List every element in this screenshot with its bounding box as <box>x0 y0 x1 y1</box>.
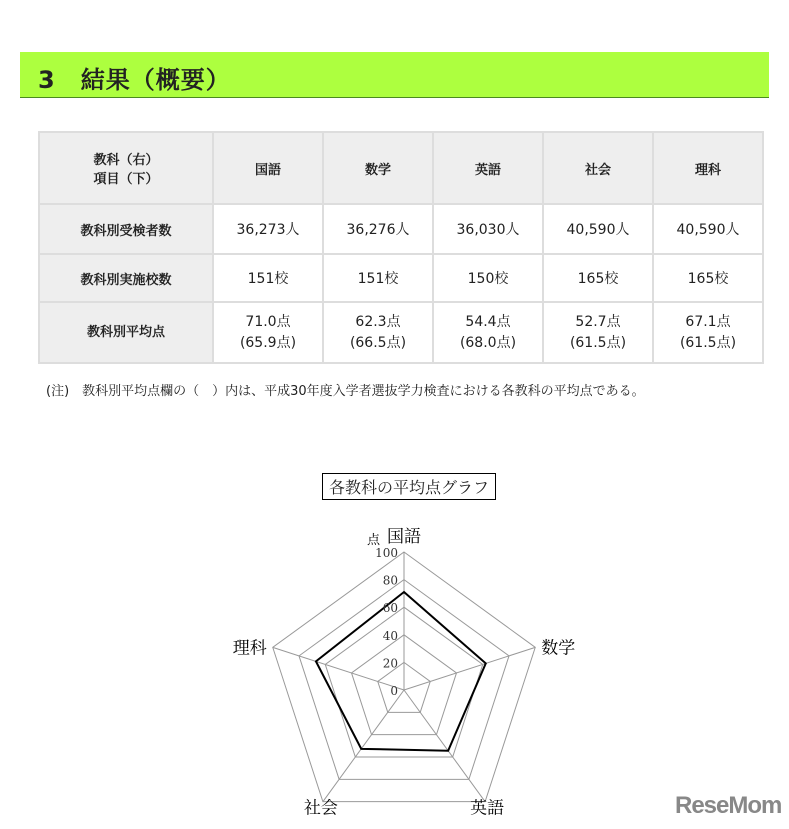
cell: 36,030人 <box>434 205 542 253</box>
category-label: 理科 <box>232 638 267 659</box>
axis-spoke <box>404 647 535 690</box>
category-label: 英語 <box>470 798 505 819</box>
cell: 151校 <box>214 255 322 301</box>
avg: 62.3点 <box>355 313 401 330</box>
tick-label: 60 <box>382 601 398 616</box>
prev-avg: (61.5点) <box>569 334 627 351</box>
row-label: 教科別受検者数 <box>40 205 212 253</box>
watermark: ReseMom <box>675 792 782 819</box>
category-label: 数学 <box>541 638 576 659</box>
prev-avg: (61.5点) <box>679 334 737 351</box>
unit-label: 点 <box>367 533 381 548</box>
axis-spoke <box>404 690 485 802</box>
row-label: 教科別実施校数 <box>40 255 212 301</box>
cell: 40,590人 <box>654 205 762 253</box>
chart-title: 各教科の平均点グラフ <box>322 473 496 500</box>
cell: 36,276人 <box>324 205 432 253</box>
cell: 165校 <box>654 255 762 301</box>
prev-avg: (66.5点) <box>349 334 407 351</box>
avg: 52.7点 <box>575 313 621 330</box>
category-label: 社会 <box>303 798 338 819</box>
section-title: 3 結果（概要） <box>38 66 231 94</box>
subject-header: 英語 <box>434 133 542 203</box>
cell: 40,590人 <box>544 205 652 253</box>
subject-header: 国語 <box>214 133 322 203</box>
subject-header: 社会 <box>544 133 652 203</box>
footnote: (注) 教科別平均点欄の（ ）内は、平成30年度入学者選抜学力検査における各教科の平均点である。 <box>46 384 645 399</box>
tick-label: 40 <box>382 628 398 643</box>
cell: 165校 <box>544 255 652 301</box>
tick-label: 0 <box>390 684 398 698</box>
corner-line-1: 教科（右） <box>93 153 159 168</box>
prev-avg: (68.0点) <box>459 334 517 351</box>
axis-spoke <box>323 690 404 802</box>
tick-label: 80 <box>382 573 398 588</box>
tick-label: 20 <box>382 656 398 671</box>
cell: 151校 <box>324 255 432 301</box>
corner-line-2: 項目（下） <box>93 172 159 187</box>
cell: 150校 <box>434 255 542 301</box>
tick-label: 100 <box>375 546 398 560</box>
avg: 71.0点 <box>245 313 291 330</box>
avg: 54.4点 <box>465 313 511 330</box>
subject-header: 数学 <box>324 133 432 203</box>
category-label: 国語 <box>387 527 421 547</box>
row-label: 教科別平均点 <box>40 303 212 362</box>
avg: 67.1点 <box>685 313 731 330</box>
prev-avg: (65.9点) <box>239 334 297 351</box>
subject-header: 理科 <box>654 133 762 203</box>
cell: 36,273人 <box>214 205 322 253</box>
